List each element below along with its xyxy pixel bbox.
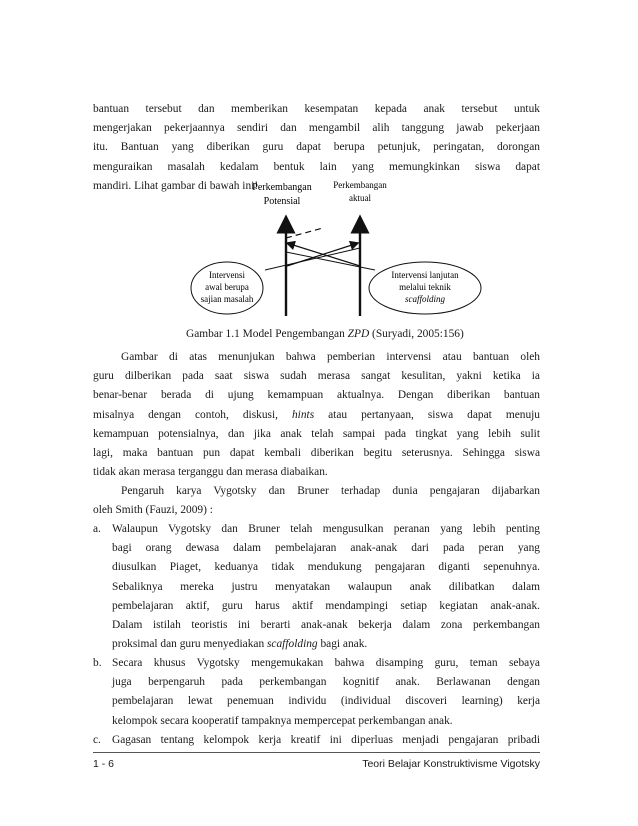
list-label: c. (93, 734, 101, 746)
left-box-line3: sajian masalah (200, 294, 254, 304)
text-line: kemampuan potensialnya, dan jika anak telah sampai pada tingkat yang lebih sulit (93, 427, 540, 440)
text-line: Pengaruh karya Vygotsky dan Bruner terhadap dunia pengajaran dijabarkan (121, 485, 540, 497)
figure-caption (186, 328, 464, 340)
paragraph-influence (93, 482, 540, 520)
list-label: b. (93, 657, 102, 669)
text-line: oleh Smith (Fauzi, 2009) : (93, 504, 213, 517)
text-line: Sebaliknya mereka justru menyatakan walaupun anak dilibatkan dalam (112, 580, 540, 593)
list-item-b (93, 654, 540, 731)
caption-prefix: Gambar 1.1 Model Pengembangan (186, 328, 348, 340)
right-box-line3: scaffolding (405, 294, 445, 304)
text-line: tidak akan merasa terganggu dan merasa diabaikan. (93, 466, 328, 479)
footer-divider (93, 752, 540, 753)
text-line-mixed (112, 635, 540, 654)
text-line: Dalam istilah teoristis ini berarti anak-anak bekerja dalam zona perkembangan (112, 619, 540, 632)
zpd-diagram (185, 178, 485, 328)
text-line: pembelajaran aktif, guru harus aktif mendampingi setiap kegiatan anak-anak. (112, 599, 540, 612)
text-line: itu. Bantuan yang diberikan guru dapat berupa petunjuk, peringatan, dorongan (93, 141, 540, 154)
text-line-mixed (93, 406, 540, 425)
text-scaffolding: scaffolding (267, 638, 318, 651)
right-box-line2: melalui teknik (399, 282, 451, 292)
list-item-a (93, 520, 540, 654)
text-line: Walaupun Vygotsky dan Bruner telah mengusulkan peranan yang lebih penting (112, 523, 540, 535)
label-potential-line2: Potensial (263, 196, 301, 207)
text-line: lagi, maka bantuan pun dapat kembali diberikan begitu seterusnya. Sehingga siswa (93, 447, 540, 460)
page-number: 1 - 6 (93, 758, 115, 770)
caption-zpd: ZPD (347, 328, 370, 340)
text-line: bantuan tersebut dan memberikan kesempatan kepada anak tersebut untuk (93, 103, 540, 115)
label-actual-line1: Perkembangan (333, 180, 387, 190)
text-hints: hints (291, 408, 315, 421)
text-segment: bagi anak. (317, 638, 368, 651)
text-line: mandiri. Lihat gambar di bawah ini! (93, 179, 259, 192)
text-line: Gagasan tentang kelompok kerja kreatif ini diperluas menjadi pengajaran pribadi (112, 734, 540, 746)
dashed-link (286, 228, 323, 238)
text-line: benar-benar berada di ujung kemampuan aktualnya. Dengan diberikan bantuan (93, 389, 540, 402)
text-line: menguraikan masalah kedalam bentuk lain yang memungkinkan siswa dapat (93, 160, 540, 173)
caption-suffix: (Suryadi, 2005:156) (369, 328, 464, 340)
left-box-line1: Intervensi (209, 270, 245, 280)
text-line: Gambar di atas menunjukan bahwa pemberian intervensi atau bantuan oleh (121, 351, 540, 363)
right-box-line1: Intervensi lanjutan (391, 270, 459, 280)
running-title: Teori Belajar Konstruktivisme Vigotsky (362, 758, 540, 770)
list-item-c (93, 731, 540, 750)
text-line: diusulkan Piaget, keduanya tidak mendukung pengajaran diganti sepenuhnya. (112, 561, 540, 574)
text-line: bagi orang dewasa dalam pembelajaran anak-anak dari pada peran yang (112, 542, 540, 555)
paragraph-explanation (93, 348, 540, 482)
text-line: pembelajaran lewat penemuan individu (individual discoveri learning) kerja (112, 695, 540, 708)
text-segment: misalnya dengan contoh, diskusi, (93, 408, 292, 421)
label-actual-line2: aktual (349, 193, 371, 203)
text-line: kelompok secara kooperatif tampaknya mempercepat perkembangan anak. (112, 714, 453, 727)
text-line: guru dilberikan pada saat siswa sudah merasa sangat kesulitan, yakni ketika ia (93, 370, 540, 383)
left-box-line2: awal berupa (205, 282, 249, 292)
text-line: Secara khusus Vygotsky mengemukakan bahwa disamping guru, teman sebaya (112, 657, 540, 669)
text-segment: atau pertanyaan, siswa dapat menuju (314, 408, 541, 421)
list-label: a. (93, 523, 101, 535)
text-line: mengerjakan pekerjaannya sendiri dan mengambil alih tanggung jawab pekerjaan (93, 122, 540, 135)
label-potential-line1: Perkembangan (252, 182, 312, 193)
text-line: juga berpengaruh pada perkembangan kognitif anak. Berlawanan dengan (112, 676, 540, 689)
text-segment: proksimal dan guru menyediakan (112, 638, 267, 651)
